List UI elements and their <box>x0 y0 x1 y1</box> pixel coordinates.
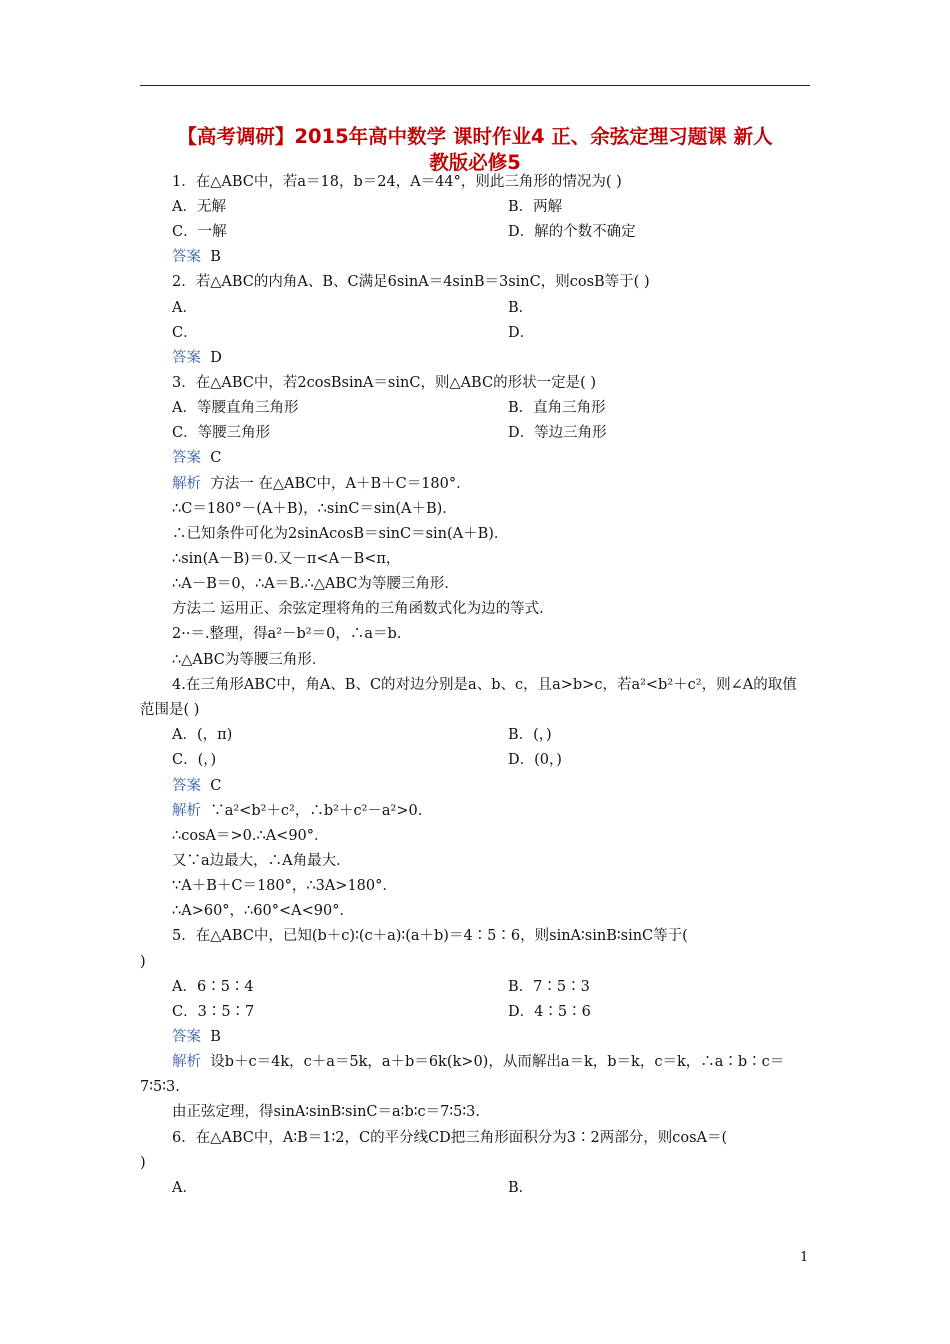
q6-stem-cont: ) <box>140 1155 146 1171</box>
q2-answer <box>172 348 222 368</box>
q3-stem: 3．在△ABC中，若2cosBsinA＝sinC，则△ABC的形状一定是( ) <box>172 375 597 391</box>
q2-option-b: B． <box>508 300 534 316</box>
answer-value: D <box>210 350 222 366</box>
q5-option-a: A．6∶5∶4 <box>172 979 254 995</box>
answer-value: C <box>210 778 222 794</box>
q4-analysis-line: ∴A>60°，∴60°<A<90°． <box>172 903 354 919</box>
answer-label: 答案 <box>172 350 201 366</box>
q4-option-d: D．(0，) <box>508 752 562 768</box>
q3-option-b: B．直角三角形 <box>508 400 606 416</box>
q3-option-a: A．等腰直角三角形 <box>172 400 299 416</box>
q4-analysis-line <box>172 801 422 821</box>
header-rule <box>140 85 810 86</box>
q3-analysis-line: 方法二 运用正、余弦定理将角的三角函数式化为边的等式． <box>172 601 554 617</box>
q4-stem-cont: 范围是( ) <box>140 702 200 718</box>
answer-label: 答案 <box>172 778 201 794</box>
answer-value: B <box>210 1029 221 1045</box>
q5-option-d: D．4∶5∶6 <box>508 1004 591 1020</box>
q1-option-b: B．两解 <box>508 199 563 215</box>
q3-option-d: D．等边三角形 <box>508 425 607 441</box>
title-line-1: 【高考调研】2015年高中数学 课时作业4 正、余弦定理习题课 新人 <box>177 125 773 148</box>
q6-option-b: B． <box>508 1180 534 1196</box>
analysis-text: ∵a²<b²＋c²，∴b²＋c²－a²>0. <box>210 803 423 819</box>
q4-option-c: C．(，) <box>172 752 217 768</box>
q1-stem: 1．在△ABC中，若a＝18，b＝24，A＝44°，则此三角形的情况为( ) <box>172 174 622 190</box>
q5-analysis-line <box>172 1052 784 1072</box>
analysis-label: 解析 <box>172 476 201 492</box>
document-title <box>140 124 810 176</box>
page-number: 1 <box>800 1250 809 1265</box>
answer-label: 答案 <box>172 249 201 265</box>
q1-option-a: A．无解 <box>172 199 226 215</box>
q2-stem: 2．若△ABC的内角A、B、C满足6sinA＝4sinB＝3sinC，则cosB等于( ) <box>172 274 650 290</box>
q3-answer <box>172 448 221 468</box>
q5-option-c: C．3∶5∶7 <box>172 1004 255 1020</box>
q2-option-a: A． <box>172 300 197 316</box>
answer-label: 答案 <box>172 1029 201 1045</box>
q6-option-a: A． <box>172 1180 197 1196</box>
title-line-2: 教版必修5 <box>429 151 521 174</box>
q5-answer <box>172 1027 221 1047</box>
q5-option-b: B．7∶5∶3 <box>508 979 590 995</box>
q4-analysis-line: ∵A＋B＋C＝180°，∴3A>180°． <box>172 878 397 894</box>
q3-analysis-line <box>172 474 471 494</box>
q5-analysis-cont: 7∶5∶3. <box>140 1079 180 1095</box>
q3-analysis-line: 2··＝.整理，得a²－b²＝0，∴a＝b. <box>172 626 402 642</box>
q4-option-a: A．(，π) <box>172 727 233 743</box>
q1-option-d: D．解的个数不确定 <box>508 224 636 240</box>
q5-stem: 5．在△ABC中，已知(b＋c)∶(c＋a)∶(a＋b)＝4∶5∶6，则sinA∶sinB∶sinC等于( <box>172 928 688 944</box>
q4-stem: 4.在三角形ABC中，角A、B、C的对边分别是a、b、c，且a>b>c，若a²<b²＋c²，则∠A的取值 <box>172 677 797 693</box>
answer-value: C <box>210 450 222 466</box>
q3-analysis-line: ∴A－B＝0，∴A＝B.∴△ABC为等腰三角形． <box>172 576 459 592</box>
q1-answer <box>172 247 221 267</box>
q5-stem-cont: ) <box>140 954 146 970</box>
q3-analysis-line: ∴△ABC为等腰三角形． <box>172 652 327 668</box>
analysis-text: 设b＋c＝4k，c＋a＝5k，a＋b＝6k(k>0)，从而解出a＝k，b＝k，c＝k，∴a∶b∶c＝ <box>210 1054 785 1070</box>
q4-analysis-line: ∴cosA＝>0.∴A<90°． <box>172 828 329 844</box>
analysis-text: 方法一 在△ABC中，A＋B＋C＝180°． <box>210 476 471 492</box>
q2-option-d: D． <box>508 325 535 341</box>
q3-option-c: C．等腰三角形 <box>172 425 271 441</box>
q4-analysis-line: 又∵a边最大，∴A角最大． <box>172 853 351 869</box>
q6-stem: 6．在△ABC中，A∶B＝1∶2，C的平分线CD把三角形面积分为3∶2两部分，则cosA＝( <box>172 1130 728 1146</box>
analysis-label: 解析 <box>172 1054 201 1070</box>
q1-option-c: C．一解 <box>172 224 227 240</box>
q3-analysis-line: ∴C＝180°－(A＋B)，∴sinC＝sin(A＋B)． <box>172 501 457 517</box>
analysis-label: 解析 <box>172 803 201 819</box>
q3-analysis-line: ∴sin(A－B)＝0.又－π<A－B<π， <box>172 551 401 567</box>
answer-value: B <box>210 249 221 265</box>
q3-analysis-line: ∴已知条件可化为2sinAcosB＝sinC＝sin(A＋B)． <box>172 526 509 542</box>
q2-option-c: C． <box>172 325 198 341</box>
q5-analysis-line: 由正弦定理，得sinA∶sinB∶sinC＝a∶b∶c＝7∶5∶3. <box>172 1104 480 1120</box>
q4-option-b: B．(，) <box>508 727 552 743</box>
q4-answer <box>172 776 221 796</box>
answer-label: 答案 <box>172 450 201 466</box>
